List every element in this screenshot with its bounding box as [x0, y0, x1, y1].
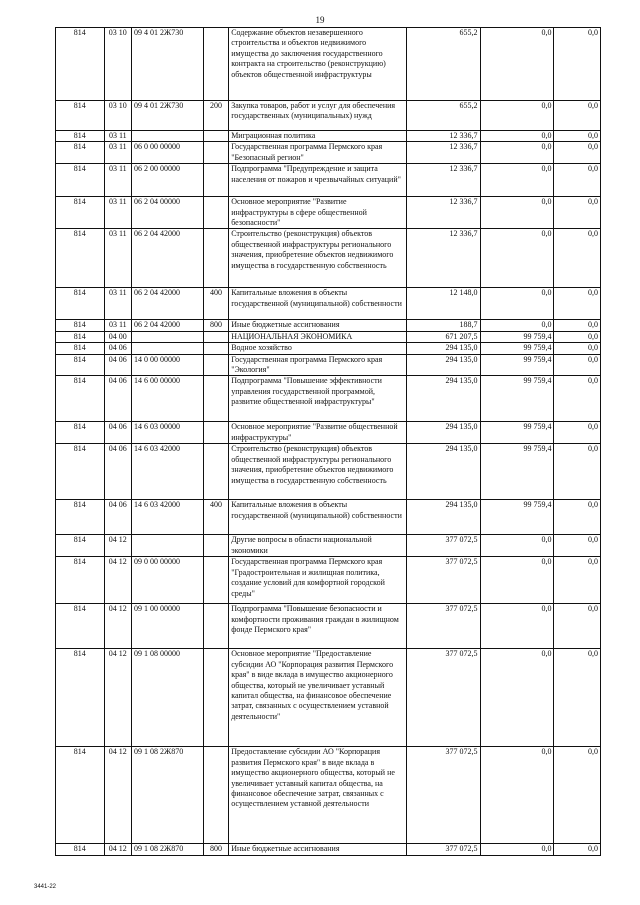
section-cell: 03 11: [104, 288, 131, 320]
expense-type-cell: [203, 376, 228, 422]
admin-code-cell: 814: [56, 354, 105, 376]
table-body: [56, 28, 601, 856]
table-row: [56, 557, 601, 604]
amount-1-cell: 12 336,7: [406, 229, 480, 288]
amount-3-cell: 0,0: [554, 164, 601, 197]
amount-3-cell: 0,0: [554, 142, 601, 164]
amount-3-cell: 0,0: [554, 343, 601, 354]
amount-3-cell: 0,0: [554, 535, 601, 557]
admin-code-cell: 814: [56, 649, 105, 747]
amount-2-cell: 0,0: [480, 604, 554, 649]
table-row: [56, 142, 601, 164]
amount-3-cell: 0,0: [554, 604, 601, 649]
item-name-cell: Основное мероприятие "Развитие инфраструктуры в сфере общественной безопасности": [229, 197, 406, 229]
target-article-cell: 09 1 08 00000: [132, 649, 204, 747]
admin-code-cell: 814: [56, 604, 105, 649]
section-cell: 03 11: [104, 142, 131, 164]
admin-code-cell: 814: [56, 747, 105, 844]
section-cell: 04 06: [104, 376, 131, 422]
target-article-cell: [132, 331, 204, 342]
expense-type-cell: [203, 164, 228, 197]
amount-1-cell: 377 072,5: [406, 747, 480, 844]
footer-code: 3441-22: [34, 884, 57, 890]
amount-2-cell: 0,0: [480, 320, 554, 331]
target-article-cell: 09 1 08 2Ж870: [132, 844, 204, 855]
amount-1-cell: 12 148,0: [406, 288, 480, 320]
budget-table: [55, 27, 601, 856]
amount-1-cell: 377 072,5: [406, 535, 480, 557]
item-name-cell: Государственная программа Пермского края "Градостроительная и жилищная политика, создание условий для комфортной городской среды": [229, 557, 406, 604]
target-article-cell: 14 6 03 42000: [132, 444, 204, 500]
admin-code-cell: 814: [56, 164, 105, 197]
amount-2-cell: 0,0: [480, 101, 554, 131]
section-cell: 03 11: [104, 320, 131, 331]
section-cell: 04 12: [104, 649, 131, 747]
target-article-cell: 14 6 03 00000: [132, 422, 204, 444]
table-row: [56, 354, 601, 376]
target-article-cell: 09 4 01 2Ж730: [132, 28, 204, 101]
admin-code-cell: 814: [56, 288, 105, 320]
table-row: [56, 422, 601, 444]
section-cell: 03 10: [104, 101, 131, 131]
item-name-cell: Миграционная политика: [229, 131, 406, 142]
amount-3-cell: 0,0: [554, 131, 601, 142]
item-name-cell: Основное мероприятие "Предоставление субсидии АО "Корпорация развития Пермского края" в виде вклада в имущество акционерного общества, который не увеличивает уставный капитал общества, на финансовое обеспечение затрат, связанных с осуществлением уставной деятельности": [229, 649, 406, 747]
expense-type-cell: [203, 197, 228, 229]
table-row: [56, 343, 601, 354]
table-row: [56, 649, 601, 747]
amount-2-cell: 99 759,4: [480, 500, 554, 535]
admin-code-cell: 814: [56, 28, 105, 101]
item-name-cell: Подпрограмма "Предупреждение и защита населения от пожаров и чрезвычайных ситуаций": [229, 164, 406, 197]
item-name-cell: Водное хозяйство: [229, 343, 406, 354]
amount-1-cell: 671 207,5: [406, 331, 480, 342]
expense-type-cell: 800: [203, 320, 228, 331]
target-article-cell: 14 6 00 00000: [132, 376, 204, 422]
expense-type-cell: 400: [203, 500, 228, 535]
amount-3-cell: 0,0: [554, 320, 601, 331]
expense-type-cell: [203, 28, 228, 101]
expense-type-cell: [203, 747, 228, 844]
target-article-cell: 06 0 00 00000: [132, 142, 204, 164]
amount-1-cell: 655,2: [406, 101, 480, 131]
amount-2-cell: 99 759,4: [480, 343, 554, 354]
expense-type-cell: [203, 343, 228, 354]
target-article-cell: 06 2 00 00000: [132, 164, 204, 197]
amount-3-cell: 0,0: [554, 331, 601, 342]
amount-3-cell: 0,0: [554, 500, 601, 535]
admin-code-cell: 814: [56, 320, 105, 331]
expense-type-cell: [203, 535, 228, 557]
admin-code-cell: 814: [56, 142, 105, 164]
amount-1-cell: 12 336,7: [406, 197, 480, 229]
amount-1-cell: 655,2: [406, 28, 480, 101]
amount-3-cell: 0,0: [554, 229, 601, 288]
amount-3-cell: 0,0: [554, 354, 601, 376]
section-cell: 03 11: [104, 197, 131, 229]
expense-type-cell: [203, 604, 228, 649]
amount-2-cell: 99 759,4: [480, 376, 554, 422]
amount-3-cell: 0,0: [554, 422, 601, 444]
item-name-cell: Государственная программа Пермского края "Экология": [229, 354, 406, 376]
target-article-cell: [132, 535, 204, 557]
amount-1-cell: 294 135,0: [406, 376, 480, 422]
target-article-cell: 06 2 04 42000: [132, 229, 204, 288]
amount-3-cell: 0,0: [554, 444, 601, 500]
section-cell: 04 06: [104, 343, 131, 354]
amount-3-cell: 0,0: [554, 557, 601, 604]
amount-3-cell: 0,0: [554, 101, 601, 131]
table-row: [56, 101, 601, 131]
section-cell: 04 12: [104, 604, 131, 649]
target-article-cell: 06 2 04 42000: [132, 320, 204, 331]
expense-type-cell: [203, 131, 228, 142]
amount-1-cell: 294 135,0: [406, 354, 480, 376]
target-article-cell: 09 1 00 00000: [132, 604, 204, 649]
amount-2-cell: 0,0: [480, 844, 554, 855]
amount-2-cell: 0,0: [480, 28, 554, 101]
target-article-cell: 09 4 01 2Ж730: [132, 101, 204, 131]
table-row: [56, 197, 601, 229]
expense-type-cell: [203, 557, 228, 604]
section-cell: 03 11: [104, 131, 131, 142]
amount-2-cell: 99 759,4: [480, 444, 554, 500]
expense-type-cell: [203, 354, 228, 376]
amount-1-cell: 294 135,0: [406, 343, 480, 354]
amount-3-cell: 0,0: [554, 649, 601, 747]
amount-2-cell: 0,0: [480, 164, 554, 197]
amount-2-cell: 0,0: [480, 649, 554, 747]
admin-code-cell: 814: [56, 422, 105, 444]
item-name-cell: Закупка товаров, работ и услуг для обеспечения государственных (муниципальных) нужд: [229, 101, 406, 131]
section-cell: 04 06: [104, 422, 131, 444]
target-article-cell: [132, 343, 204, 354]
target-article-cell: 14 6 03 42000: [132, 500, 204, 535]
amount-2-cell: 0,0: [480, 197, 554, 229]
admin-code-cell: 814: [56, 844, 105, 855]
amount-1-cell: 188,7: [406, 320, 480, 331]
expense-type-cell: [203, 649, 228, 747]
table-row: [56, 844, 601, 855]
item-name-cell: Основное мероприятие "Развитие общественной инфраструктуры": [229, 422, 406, 444]
table-row: [56, 376, 601, 422]
admin-code-cell: 814: [56, 500, 105, 535]
target-article-cell: 06 2 04 42000: [132, 288, 204, 320]
expense-type-cell: [203, 422, 228, 444]
item-name-cell: Предоставление субсидии АО "Корпорация развития Пермского края" в виде вклада в имущество акционерного общества, который не увеличивает уставный капитал общества, на финансовое обеспечение затрат, связанных с осуществлением уставной деятельности: [229, 747, 406, 844]
admin-code-cell: 814: [56, 131, 105, 142]
section-cell: 04 00: [104, 331, 131, 342]
amount-1-cell: 294 135,0: [406, 422, 480, 444]
item-name-cell: Капитальные вложения в объекты государственной (муниципальной) собственности: [229, 288, 406, 320]
table-row: [56, 229, 601, 288]
item-name-cell: Капитальные вложения в объекты государственной (муниципальной) собственности: [229, 500, 406, 535]
target-article-cell: 14 0 00 00000: [132, 354, 204, 376]
table-row: [56, 535, 601, 557]
amount-2-cell: 0,0: [480, 288, 554, 320]
section-cell: 04 06: [104, 444, 131, 500]
admin-code-cell: 814: [56, 557, 105, 604]
amount-3-cell: 0,0: [554, 28, 601, 101]
expense-type-cell: [203, 444, 228, 500]
amount-1-cell: 12 336,7: [406, 131, 480, 142]
section-cell: 04 06: [104, 354, 131, 376]
table-row: [56, 164, 601, 197]
section-cell: 03 11: [104, 164, 131, 197]
admin-code-cell: 814: [56, 376, 105, 422]
section-cell: 03 11: [104, 229, 131, 288]
table-row: [56, 28, 601, 101]
table-row: [56, 747, 601, 844]
item-name-cell: Другие вопросы в области национальной экономики: [229, 535, 406, 557]
table-row: [56, 288, 601, 320]
amount-1-cell: 377 072,5: [406, 557, 480, 604]
amount-3-cell: 0,0: [554, 376, 601, 422]
item-name-cell: Подпрограмма "Повышение безопасности и комфортности проживания граждан в жилищном фонде Пермского края": [229, 604, 406, 649]
amount-2-cell: 99 759,4: [480, 354, 554, 376]
amount-1-cell: 377 072,5: [406, 604, 480, 649]
item-name-cell: Государственная программа Пермского края "Безопасный регион": [229, 142, 406, 164]
admin-code-cell: 814: [56, 444, 105, 500]
expense-type-cell: 200: [203, 101, 228, 131]
amount-1-cell: 377 072,5: [406, 844, 480, 855]
amount-2-cell: 0,0: [480, 535, 554, 557]
section-cell: 04 12: [104, 535, 131, 557]
amount-2-cell: 0,0: [480, 131, 554, 142]
target-article-cell: 06 2 04 00000: [132, 197, 204, 229]
item-name-cell: Иные бюджетные ассигнования: [229, 320, 406, 331]
item-name-cell: Строительство (реконструкция) объектов общественной инфраструктуры регионального значения, приобретение объектов недвижимого имущества в государственную собственность: [229, 444, 406, 500]
section-cell: 04 12: [104, 844, 131, 855]
expense-type-cell: [203, 142, 228, 164]
section-cell: 04 06: [104, 500, 131, 535]
target-article-cell: 09 1 08 2Ж870: [132, 747, 204, 844]
expense-type-cell: [203, 229, 228, 288]
expense-type-cell: [203, 331, 228, 342]
item-name-cell: Строительство (реконструкция) объектов общественной инфраструктуры регионального значения, приобретение объектов недвижимого имущества в государственную собственность: [229, 229, 406, 288]
admin-code-cell: 814: [56, 343, 105, 354]
table-row: [56, 500, 601, 535]
amount-2-cell: 99 759,4: [480, 422, 554, 444]
item-name-cell: Иные бюджетные ассигнования: [229, 844, 406, 855]
table-row: [56, 131, 601, 142]
amount-1-cell: 12 336,7: [406, 164, 480, 197]
page-number: 19: [315, 15, 325, 25]
item-name-cell: Подпрограмма "Повышение эффективности управления государственной программой, развитие общественной инфраструктуры": [229, 376, 406, 422]
admin-code-cell: 814: [56, 229, 105, 288]
section-cell: 03 10: [104, 28, 131, 101]
admin-code-cell: 814: [56, 331, 105, 342]
amount-3-cell: 0,0: [554, 197, 601, 229]
amount-3-cell: 0,0: [554, 747, 601, 844]
expense-type-cell: 800: [203, 844, 228, 855]
amount-2-cell: 0,0: [480, 142, 554, 164]
expense-type-cell: 400: [203, 288, 228, 320]
admin-code-cell: 814: [56, 197, 105, 229]
amount-2-cell: 0,0: [480, 557, 554, 604]
admin-code-cell: 814: [56, 535, 105, 557]
amount-1-cell: 294 135,0: [406, 444, 480, 500]
amount-3-cell: 0,0: [554, 844, 601, 855]
section-cell: 04 12: [104, 557, 131, 604]
amount-1-cell: 294 135,0: [406, 500, 480, 535]
amount-1-cell: 12 336,7: [406, 142, 480, 164]
admin-code-cell: 814: [56, 101, 105, 131]
amount-2-cell: 99 759,4: [480, 331, 554, 342]
amount-2-cell: 0,0: [480, 229, 554, 288]
table-row: [56, 444, 601, 500]
amount-1-cell: 377 072,5: [406, 649, 480, 747]
target-article-cell: 09 0 00 00000: [132, 557, 204, 604]
amount-3-cell: 0,0: [554, 288, 601, 320]
item-name-cell: НАЦИОНАЛЬНАЯ ЭКОНОМИКА: [229, 331, 406, 342]
section-cell: 04 12: [104, 747, 131, 844]
target-article-cell: [132, 131, 204, 142]
amount-2-cell: 0,0: [480, 747, 554, 844]
item-name-cell: Содержание объектов незавершенного строительства и объектов недвижимого имущества до заключения государственного контракта на строительство (реконструкцию) объектов общественной инфраструктуры: [229, 28, 406, 101]
table-row: [56, 320, 601, 331]
table-row: [56, 604, 601, 649]
table-row: [56, 331, 601, 342]
